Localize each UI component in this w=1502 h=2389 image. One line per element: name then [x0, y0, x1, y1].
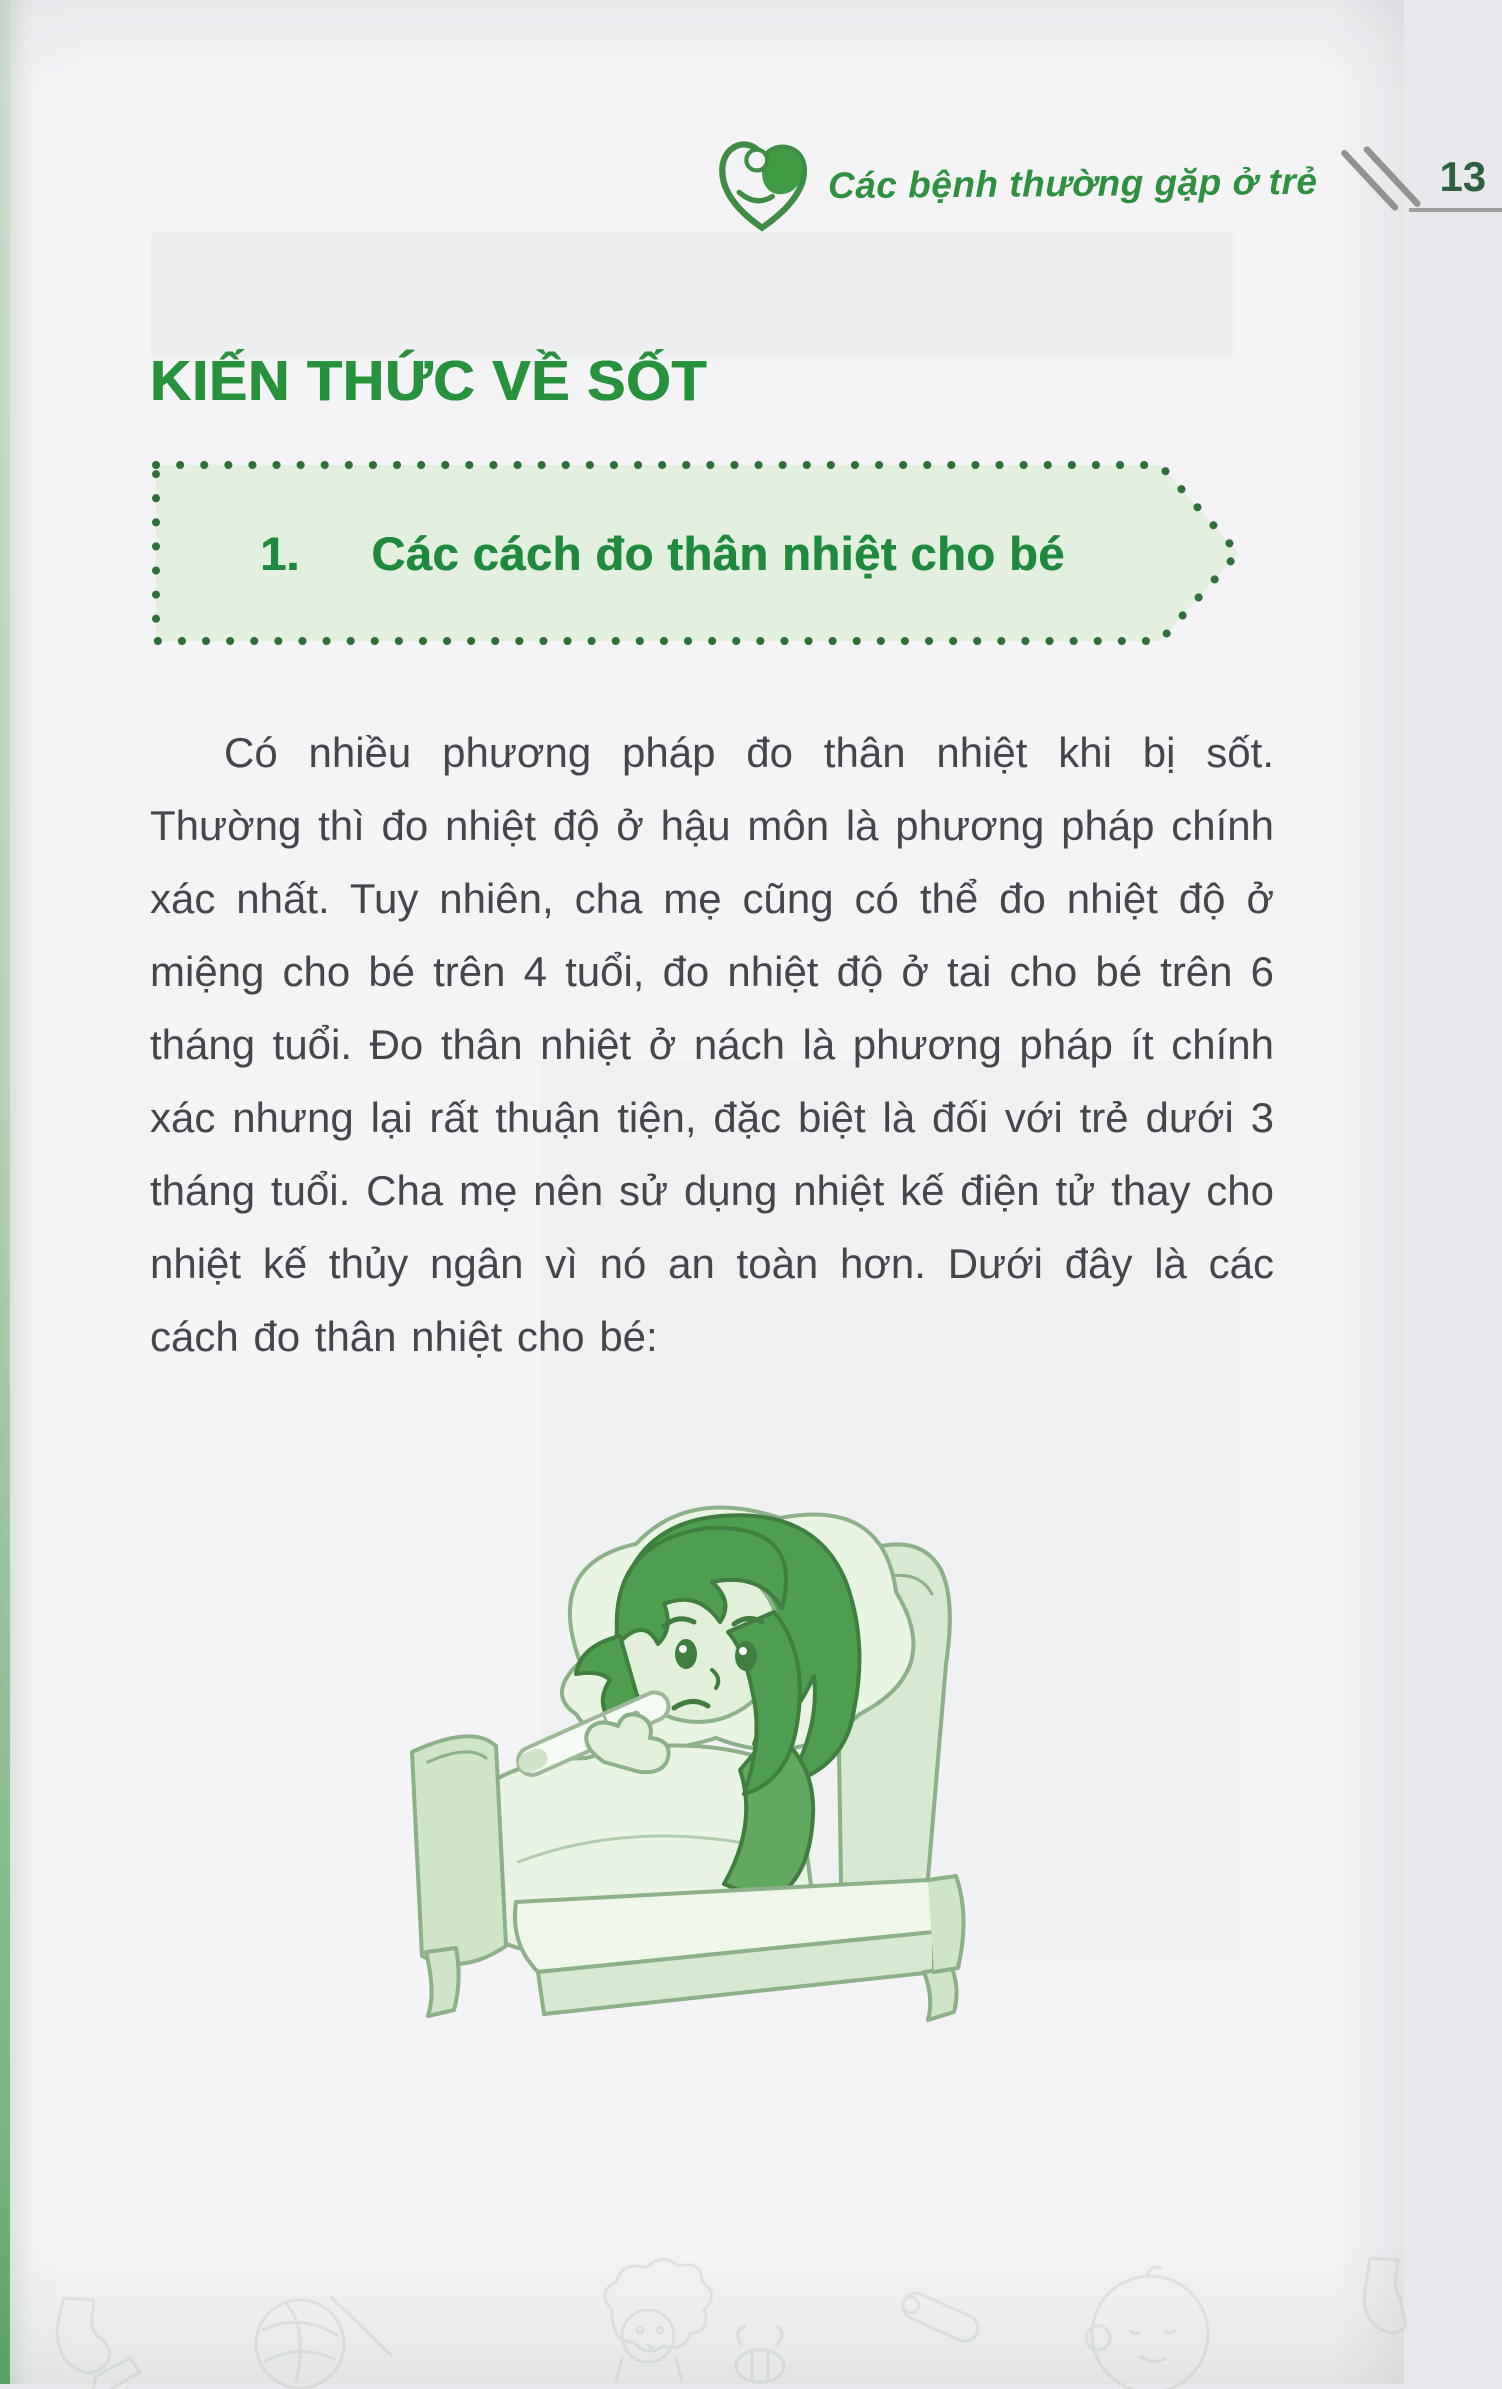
mother-and-child-logo-icon [710, 128, 814, 240]
body-paragraph: Có nhiều phương pháp đo thân nhiệt khi bị sốt. Thường thì đo nhiệt độ ở hậu môn là phương pháp chính xác nhất. Tuy nhiên, cha mẹ cũng có thể đo nhiệt độ ở miệng cho bé trên 4 tuổi, đo nhiệt độ ở tai cho bé trên 6 tháng tuổi. Đo thân nhiệt ở nách là phương pháp ít chính xác nhưng lại rất thuận tiện, đặc biệt là đối với trẻ dưới 3 tháng tuổi. Cha mẹ nên sử dụng nhiệt kế điện tử thay cho nhiệt kế thủy ngân vì nó an toàn hơn. Dưới đây là các cách đo thân nhiệt cho bé: [150, 729, 1274, 1360]
page-number: 13 [1409, 156, 1502, 212]
numbered-topic-banner [148, 455, 1248, 651]
running-header [710, 118, 1487, 250]
page-showthrough-ghost [150, 232, 1235, 357]
chapter-header-title: Các bệnh thường gặp ở trẻ [827, 160, 1318, 207]
baby-toy-doodles-band-icon [0, 2226, 1404, 2384]
section-title: KIẾN THỨC VỀ SỐT [150, 349, 708, 413]
green-book-edge [0, 0, 10, 2384]
banner-label: Các cách đo thân nhiệt cho bé [371, 526, 1065, 580]
sick-child-in-bed-illustration-icon [368, 1432, 1032, 2032]
banner-content [148, 455, 1138, 651]
banner-number: 1. [260, 526, 300, 580]
